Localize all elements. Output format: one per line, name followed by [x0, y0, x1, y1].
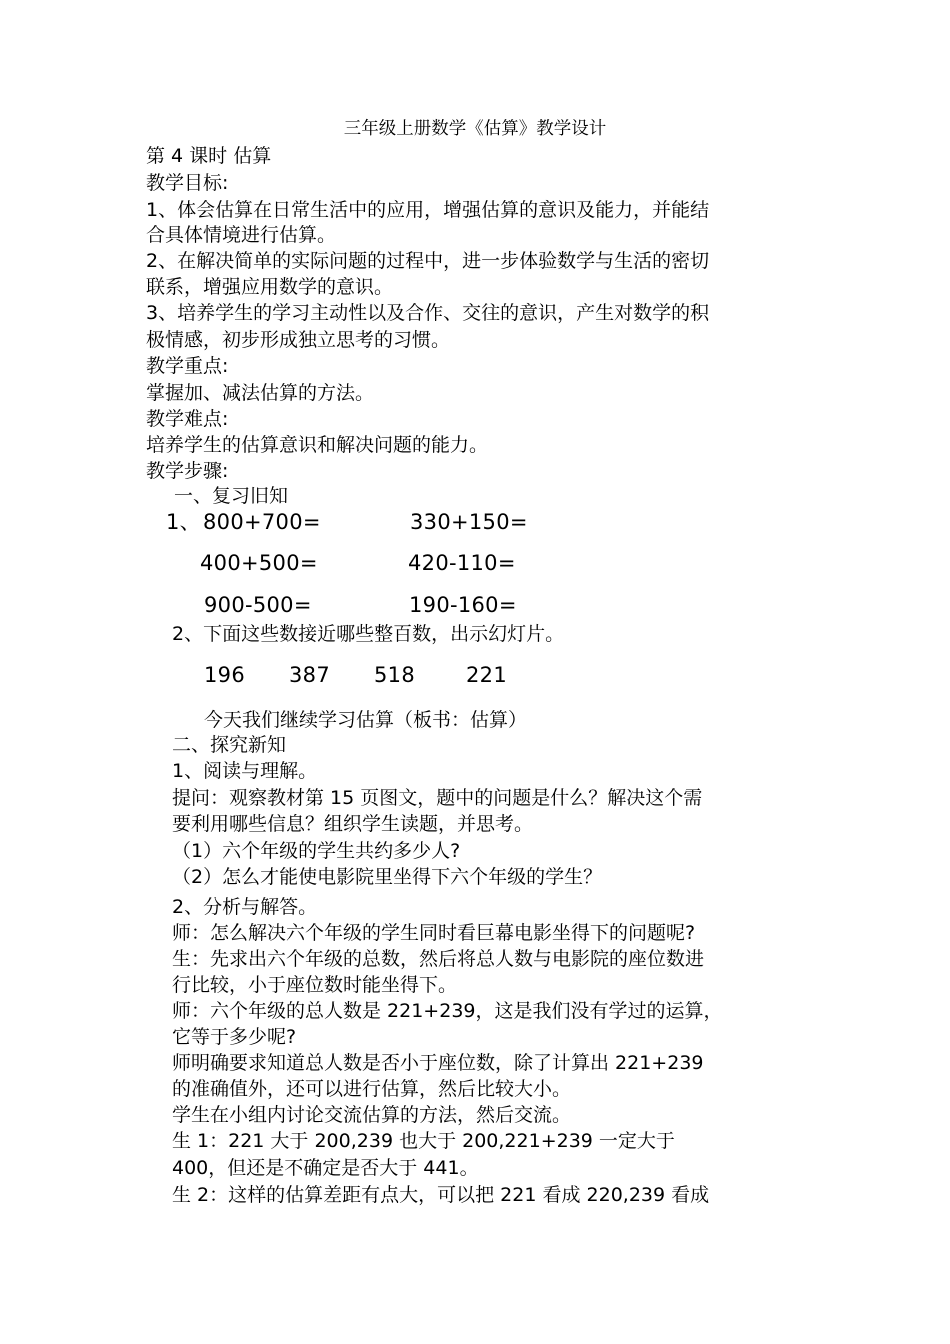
exercise-item: 330+150= — [410, 510, 528, 534]
dialogue-line: 它等于多少呢? — [172, 1026, 297, 1048]
goal-line: 极情感，初步形成独立思考的习惯。 — [146, 329, 451, 351]
sub-question: （2）怎么才能使电影院里坐得下六个年级的学生？ — [172, 866, 603, 888]
key-heading: 教学重点: — [146, 355, 229, 377]
dialogue-line: 学生在小组内讨论交流估算的方法，然后交流。 — [172, 1104, 572, 1126]
goals-heading: 教学目标: — [146, 172, 229, 194]
exercise-item: 800+700= — [203, 510, 321, 534]
dialogue-line: 行比较，小于座位数时能坐得下。 — [172, 974, 458, 996]
document-title: 三年级上册数学《估算》教学设计 — [343, 119, 607, 139]
sub-question: （1）六个年级的学生共约多少人? — [172, 840, 461, 862]
dialogue-line: 师：六个年级的总人数是 221+239，这是我们没有学过的运算， — [172, 1000, 723, 1022]
analyze-heading: 2、分析与解答。 — [172, 896, 318, 918]
steps-heading: 教学步骤: — [146, 460, 229, 482]
dialogue-line: 生 1：221 大于 200,239 也大于 200,221+239 一定大于 — [172, 1130, 675, 1152]
dialogue-line: 师明确要求知道总人数是否小于座位数，除了计算出 221+239 — [172, 1052, 704, 1074]
goal-line: 合具体情境进行估算。 — [146, 224, 337, 246]
goal-line: 联系，增强应用数学的意识。 — [146, 276, 394, 298]
dialogue-line: 生：先求出六个年级的总数，然后将总人数与电影院的座位数进 — [172, 948, 705, 970]
review-heading: 一、复习旧知 — [174, 485, 289, 507]
goal-line: 1、体会估算在日常生活中的应用，增强估算的意识及能力，并能结 — [146, 199, 710, 221]
question-line: 要利用哪些信息？组织学生读题，并思考。 — [172, 813, 534, 835]
number-item: 518 — [374, 663, 415, 687]
explore-heading: 二、探究新知 — [172, 734, 287, 756]
difficulty-text: 培养学生的估算意识和解决问题的能力。 — [146, 434, 489, 456]
question-line: 提问：观察教材第 15 页图文，题中的问题是什么？解决这个需 — [172, 787, 703, 809]
dialogue-line: 师：怎么解决六个年级的学生同时看巨幕电影坐得下的问题呢? — [172, 922, 696, 944]
dialogue-line: 生 2：这样的估算差距有点大，可以把 221 看成 220,239 看成 — [172, 1184, 710, 1206]
number-item: 196 — [204, 663, 245, 687]
exercise-item: 420-110= — [408, 551, 516, 575]
key-text: 掌握加、减法估算的方法。 — [146, 382, 375, 404]
goal-line: 3、培养学生的学习主动性以及合作、交往的意识，产生对数学的积 — [146, 302, 710, 324]
question-2: 2、下面这些数接近哪些整百数，出示幻灯片。 — [172, 623, 565, 645]
read-heading: 1、阅读与理解。 — [172, 760, 318, 782]
goal-line: 2、在解决简单的实际问题的过程中，进一步体验数学与生活的密切 — [146, 250, 710, 272]
dialogue-line: 的准确值外，还可以进行估算，然后比较大小。 — [172, 1078, 572, 1100]
number-item: 387 — [289, 663, 330, 687]
dialogue-line: 400，但还是不确定是否大于 441。 — [172, 1157, 479, 1179]
exercise-prefix: 1、 — [166, 510, 201, 534]
exercise-item: 900-500= — [204, 593, 312, 617]
number-item: 221 — [466, 663, 507, 687]
exercise-item: 190-160= — [409, 593, 517, 617]
lesson-label: 第 4 课时 估算 — [146, 145, 272, 167]
continue-text: 今天我们继续学习估算（板书：估算） — [204, 709, 528, 731]
difficulty-heading: 教学难点: — [146, 408, 229, 430]
exercise-item: 400+500= — [200, 551, 318, 575]
